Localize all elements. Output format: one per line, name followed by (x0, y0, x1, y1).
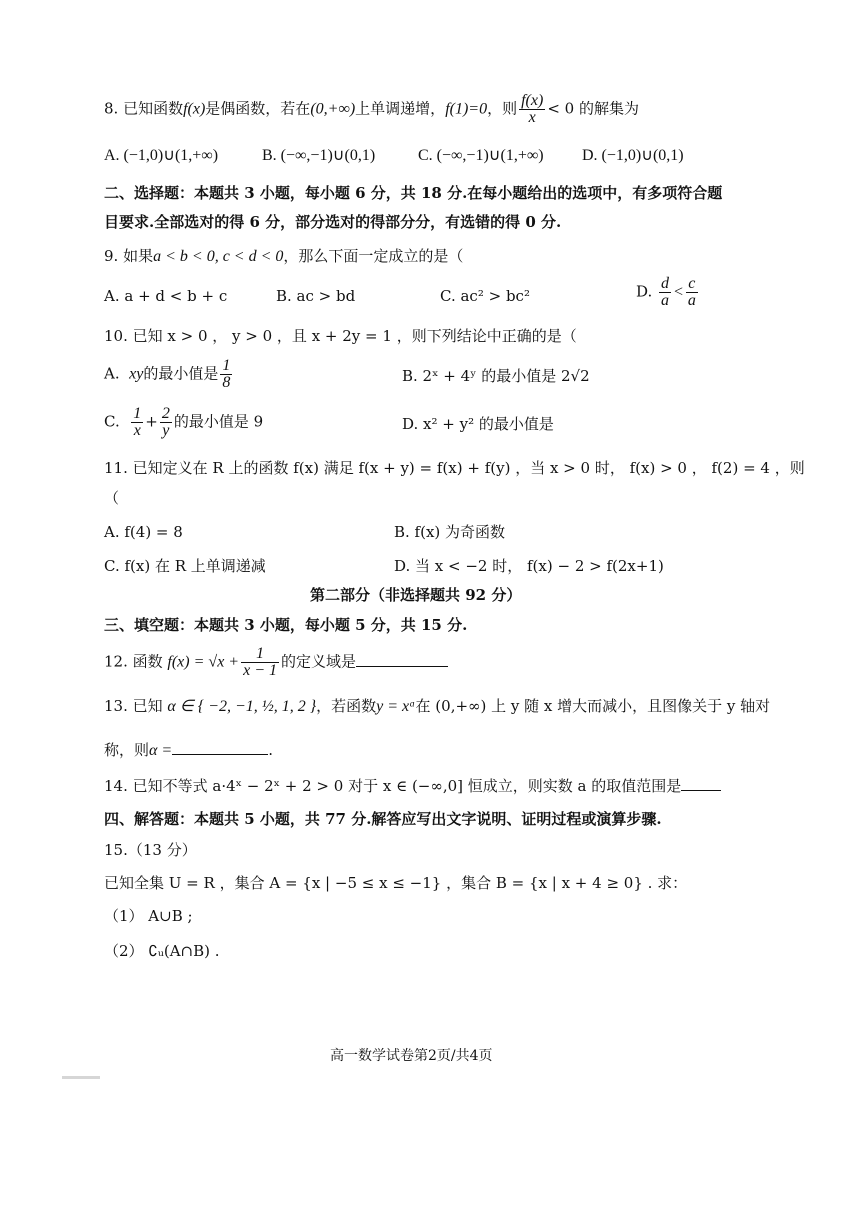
q10-option-b: B. 2ˣ + 4ʸ 的最小值是 2√2 (402, 367, 590, 385)
q12-answer-blank[interactable] (356, 652, 448, 667)
section2-heading-line2: 目要求.全部选对的得 6 分，部分选对的得部分分，有选错的得 0 分. (104, 213, 562, 231)
q8-option-d: D. (−1,0)∪(0,1) (582, 147, 684, 164)
q11-option-a: A. f(4) = 8 (104, 523, 183, 541)
q15-part1: （1） A∪B ; (104, 907, 193, 925)
section4-heading: 四、解答题：本题共 5 小题，共 77 分.解答应写出文字说明、证明过程或演算步骤. (104, 810, 662, 828)
q9-stem: 9. 如果a < b < 0, c < d < 0，那么下面一定成立的是（ (104, 247, 464, 265)
q13-stem: 13. 已知 α ∈ { −2, −1, ½, 1, 2 }，若函数y = xᵅ在 (0,+∞) 上 y 随 x 增大而减小，且图像关于 y 轴对 (104, 697, 771, 715)
q10-option-c: C. $\frac{1}{x}$ + $\frac{2}{y}$ 的最小值是 9 (104, 405, 264, 439)
page-footer: 高一数学试卷第2页/共4页 (330, 1048, 493, 1064)
q9-option-b: B. ac > bd (276, 287, 356, 305)
q11-stem: 11. 已知定义在 R 上的函数 f(x) 满足 f(x + y) = f(x) + f(y) ，当 x > 0 时， f(x) > 0 ， f(2) = 4 ，则 (104, 459, 805, 477)
q15-stem: 已知全集 U = R ，集合 A = {x | −5 ≤ x ≤ −1} ，集合 B = {x | x + 4 ≥ 0} . 求： (104, 874, 688, 892)
q13-stem-line2: 称，则α = . (104, 741, 273, 759)
q9-option-d: D. $\frac{d}{a}$ < $\frac{c}{a}$ (636, 275, 696, 309)
part2-title: 第二部分（非选择题共 92 分） (310, 586, 522, 604)
q8-option-c: C. (−∞,−1)∪(1,+∞) (418, 147, 544, 164)
q10-stem: 10. 已知 x > 0 ， y > 0 ，且 x + 2y = 1 ，则下列结论中正确的是（ (104, 327, 577, 345)
section2-heading-line1: 二、选择题：本题共 3 小题，每小题 6 分，共 18 分.在每小题给出的选项中，有多项符合题 (104, 184, 723, 202)
q8-fraction: $\frac{f(x)}{x}$ (521, 92, 544, 126)
q13-answer-blank[interactable] (172, 740, 268, 755)
q14-stem: 14. 已知不等式 a·4ˣ − 2ˣ + 2 > 0 对于 x ∈ (−∞,0] 恒成立，则实数 a 的取值范围是 (104, 776, 721, 796)
q12-stem: 12. 函数 f(x) = √x + $\frac{1}{x - 1}$ 的定义域是 (104, 646, 448, 679)
q10-option-d: D. x² + y² 的最小值是 (402, 415, 554, 433)
q11-option-b: B. f(x) 为奇函数 (394, 523, 506, 541)
scan-smudge (62, 1076, 100, 1079)
q15-title: 15.（13 分） (104, 841, 197, 859)
q8-option-b: B. (−∞,−1)∪(0,1) (262, 147, 376, 164)
q14-answer-blank[interactable] (681, 776, 721, 791)
q11-stem-continued: （ (104, 489, 120, 507)
q10-option-a: A. xy的最小值是 $\frac{1}{8}$ (104, 357, 231, 391)
q9-option-c: C. ac² > bc² (440, 287, 530, 305)
q8-stem: 8. 已知函数f(x)是偶函数，若在(0,+∞)上单调递增，f(1)=0，则 $\frac{f(x)}{x}$ < 0 的解集为 (104, 92, 639, 126)
q11-option-d: D. 当 x < −2 时， f(x) − 2 > f(2x+1) (394, 557, 664, 575)
q15-part2: （2） ∁ᵤ(A∩B) . (104, 942, 220, 960)
section3-heading: 三、填空题：本题共 3 小题，每小题 5 分，共 15 分. (104, 616, 468, 634)
q9-option-a: A. a + d < b + c (104, 287, 228, 305)
q11-option-c: C. f(x) 在 R 上单调递减 (104, 557, 266, 575)
q8-option-a: A. (−1,0)∪(1,+∞) (104, 147, 219, 164)
